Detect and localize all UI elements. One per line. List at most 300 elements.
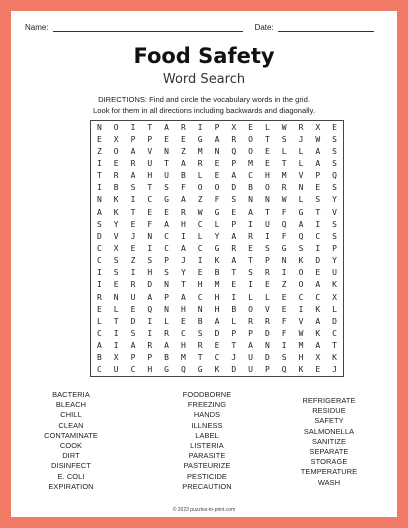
- grid-letter[interactable]: R: [264, 268, 270, 278]
- grid-letter[interactable]: T: [315, 207, 321, 217]
- grid-letter[interactable]: N: [298, 183, 304, 193]
- grid-letter[interactable]: T: [264, 134, 270, 144]
- grid-letter[interactable]: P: [147, 353, 153, 363]
- grid-letter[interactable]: I: [130, 195, 136, 205]
- grid-letter[interactable]: O: [248, 146, 253, 156]
- grid-letter[interactable]: G: [214, 243, 220, 253]
- grid-letter[interactable]: S: [281, 134, 287, 144]
- grid-letter[interactable]: X: [231, 122, 237, 132]
- grid-letter[interactable]: D: [130, 316, 136, 326]
- grid-letter[interactable]: S: [164, 268, 169, 278]
- grid-letter[interactable]: E: [281, 304, 287, 314]
- grid-letter[interactable]: Q: [281, 365, 287, 375]
- grid-letter[interactable]: R: [130, 158, 136, 168]
- grid-letter[interactable]: R: [231, 243, 237, 253]
- grid-letter[interactable]: O: [248, 304, 253, 314]
- grid-letter[interactable]: J: [180, 256, 186, 266]
- grid-letter[interactable]: I: [298, 304, 304, 314]
- grid-letter[interactable]: S: [130, 328, 136, 338]
- grid-letter[interactable]: K: [214, 256, 220, 266]
- grid-letter[interactable]: J: [332, 365, 337, 375]
- grid-letter[interactable]: N: [164, 280, 169, 290]
- grid-letter[interactable]: S: [332, 231, 337, 241]
- grid-letter[interactable]: C: [180, 328, 186, 338]
- grid-letter[interactable]: V: [113, 231, 119, 241]
- grid-letter[interactable]: S: [96, 219, 102, 229]
- grid-letter[interactable]: Z: [130, 256, 136, 266]
- grid-letter[interactable]: Y: [113, 219, 119, 229]
- grid-letter[interactable]: I: [113, 328, 119, 338]
- grid-letter[interactable]: U: [332, 268, 337, 278]
- grid-letter[interactable]: O: [214, 183, 220, 193]
- grid-letter[interactable]: V: [264, 304, 270, 314]
- grid-letter[interactable]: N: [264, 195, 270, 205]
- grid-letter[interactable]: O: [298, 268, 304, 278]
- grid-letter[interactable]: W: [298, 328, 304, 338]
- grid-letter[interactable]: Y: [332, 256, 337, 266]
- grid-letter[interactable]: U: [248, 353, 253, 363]
- grid-letter[interactable]: E: [164, 134, 169, 144]
- grid-letter[interactable]: P: [214, 122, 220, 132]
- grid-letter[interactable]: Q: [298, 231, 304, 241]
- grid-letter[interactable]: C: [96, 243, 102, 253]
- grid-letter[interactable]: I: [281, 341, 287, 351]
- grid-letter[interactable]: E: [96, 134, 102, 144]
- grid-letter[interactable]: A: [164, 122, 169, 132]
- grid-letter[interactable]: K: [315, 328, 321, 338]
- grid-letter[interactable]: G: [164, 195, 169, 205]
- grid-letter[interactable]: Z: [197, 195, 203, 205]
- grid-letter[interactable]: S: [332, 219, 337, 229]
- grid-letter[interactable]: M: [298, 341, 304, 351]
- grid-letter[interactable]: C: [248, 171, 253, 181]
- grid-letter[interactable]: X: [315, 353, 321, 363]
- grid-letter[interactable]: O: [298, 280, 304, 290]
- grid-letter[interactable]: H: [214, 292, 220, 302]
- grid-letter[interactable]: S: [332, 134, 337, 144]
- grid-letter[interactable]: I: [96, 158, 102, 168]
- grid-letter[interactable]: T: [197, 353, 203, 363]
- grid-letter[interactable]: O: [113, 146, 119, 156]
- grid-letter[interactable]: A: [231, 171, 237, 181]
- grid-letter[interactable]: W: [197, 207, 203, 217]
- grid-letter[interactable]: S: [332, 146, 337, 156]
- grid-letter[interactable]: A: [130, 341, 136, 351]
- grid-letter[interactable]: I: [147, 316, 153, 326]
- grid-letter[interactable]: R: [180, 122, 186, 132]
- grid-letter[interactable]: D: [231, 183, 237, 193]
- grid-letter[interactable]: V: [332, 207, 337, 217]
- grid-letter[interactable]: T: [231, 268, 237, 278]
- grid-letter[interactable]: S: [130, 183, 136, 193]
- grid-letter[interactable]: A: [96, 341, 102, 351]
- grid-letter[interactable]: Z: [96, 146, 102, 156]
- grid-letter[interactable]: K: [113, 207, 119, 217]
- grid-letter[interactable]: C: [147, 195, 153, 205]
- grid-letter[interactable]: P: [130, 134, 136, 144]
- grid-letter[interactable]: N: [96, 195, 102, 205]
- grid-letter[interactable]: C: [315, 292, 321, 302]
- grid-letter[interactable]: Q: [231, 146, 237, 156]
- grid-letter[interactable]: J: [130, 231, 136, 241]
- grid-letter[interactable]: F: [147, 219, 153, 229]
- grid-letter[interactable]: A: [130, 146, 136, 156]
- grid-letter[interactable]: E: [315, 365, 321, 375]
- grid-letter[interactable]: S: [298, 243, 304, 253]
- grid-letter[interactable]: R: [130, 280, 136, 290]
- grid-letter[interactable]: A: [180, 292, 186, 302]
- grid-letter[interactable]: R: [147, 341, 153, 351]
- grid-letter[interactable]: B: [231, 304, 237, 314]
- grid-letter[interactable]: E: [281, 292, 287, 302]
- grid-letter[interactable]: X: [113, 353, 119, 363]
- grid-letter[interactable]: N: [147, 231, 153, 241]
- grid-letter[interactable]: T: [130, 207, 136, 217]
- grid-letter[interactable]: L: [298, 146, 304, 156]
- grid-letter[interactable]: P: [130, 353, 136, 363]
- grid-letter[interactable]: P: [264, 256, 270, 266]
- grid-letter[interactable]: C: [332, 328, 337, 338]
- grid-letter[interactable]: L: [113, 304, 119, 314]
- grid-letter[interactable]: N: [96, 122, 102, 132]
- grid-letter[interactable]: R: [248, 316, 253, 326]
- grid-letter[interactable]: E: [96, 304, 102, 314]
- grid-letter[interactable]: E: [264, 280, 270, 290]
- grid-letter[interactable]: E: [214, 171, 220, 181]
- grid-letter[interactable]: O: [197, 183, 203, 193]
- grid-letter[interactable]: D: [264, 328, 270, 338]
- grid-letter[interactable]: T: [332, 341, 337, 351]
- grid-letter[interactable]: U: [113, 365, 119, 375]
- grid-letter[interactable]: U: [264, 219, 270, 229]
- grid-letter[interactable]: E: [113, 280, 119, 290]
- grid-letter[interactable]: S: [281, 353, 287, 363]
- grid-letter[interactable]: S: [164, 183, 169, 193]
- grid-letter[interactable]: W: [315, 134, 321, 144]
- grid-letter[interactable]: F: [180, 183, 186, 193]
- grid-letter[interactable]: E: [231, 280, 237, 290]
- grid-letter[interactable]: M: [214, 280, 220, 290]
- grid-letter[interactable]: R: [197, 341, 203, 351]
- grid-letter[interactable]: E: [332, 122, 337, 132]
- grid-letter[interactable]: I: [147, 243, 153, 253]
- grid-letter[interactable]: Q: [281, 219, 287, 229]
- grid-letter[interactable]: S: [332, 183, 337, 193]
- grid-letter[interactable]: H: [264, 171, 270, 181]
- grid-letter[interactable]: P: [147, 134, 153, 144]
- grid-letter[interactable]: M: [248, 158, 253, 168]
- grid-letter[interactable]: V: [147, 146, 153, 156]
- grid-letter[interactable]: P: [164, 292, 169, 302]
- date-field[interactable]: [278, 22, 374, 32]
- grid-letter[interactable]: C: [315, 231, 321, 241]
- grid-letter[interactable]: G: [281, 243, 287, 253]
- grid-letter[interactable]: B: [113, 183, 119, 193]
- grid-letter[interactable]: E: [315, 183, 321, 193]
- grid-letter[interactable]: M: [197, 146, 203, 156]
- grid-letter[interactable]: T: [248, 256, 253, 266]
- grid-letter[interactable]: H: [147, 268, 153, 278]
- grid-letter[interactable]: A: [180, 158, 186, 168]
- grid-letter[interactable]: R: [197, 158, 203, 168]
- grid-letter[interactable]: H: [180, 304, 186, 314]
- grid-letter[interactable]: O: [113, 122, 119, 132]
- grid-letter[interactable]: I: [315, 243, 321, 253]
- grid-letter[interactable]: I: [231, 292, 237, 302]
- grid-letter[interactable]: A: [231, 256, 237, 266]
- grid-letter[interactable]: T: [96, 171, 102, 181]
- grid-letter[interactable]: G: [164, 365, 169, 375]
- grid-letter[interactable]: B: [180, 171, 186, 181]
- grid-letter[interactable]: Z: [180, 146, 186, 156]
- grid-letter[interactable]: C: [197, 219, 203, 229]
- grid-letter[interactable]: A: [315, 280, 321, 290]
- grid-letter[interactable]: K: [315, 304, 321, 314]
- grid-letter[interactable]: N: [164, 304, 169, 314]
- grid-letter[interactable]: F: [214, 195, 220, 205]
- grid-letter[interactable]: K: [214, 365, 220, 375]
- grid-letter[interactable]: L: [332, 304, 337, 314]
- grid-letter[interactable]: R: [298, 122, 304, 132]
- grid-letter[interactable]: E: [264, 158, 270, 168]
- grid-letter[interactable]: K: [298, 256, 304, 266]
- grid-letter[interactable]: V: [298, 171, 304, 181]
- grid-letter[interactable]: B: [214, 268, 220, 278]
- grid-letter[interactable]: S: [231, 195, 237, 205]
- grid-letter[interactable]: C: [214, 353, 220, 363]
- grid-letter[interactable]: S: [264, 243, 270, 253]
- grid-letter[interactable]: E: [264, 146, 270, 156]
- grid-letter[interactable]: E: [231, 207, 237, 217]
- grid-letter[interactable]: D: [231, 365, 237, 375]
- grid-letter[interactable]: L: [96, 316, 102, 326]
- grid-letter[interactable]: B: [164, 353, 169, 363]
- grid-letter[interactable]: M: [281, 171, 287, 181]
- grid-letter[interactable]: E: [130, 304, 136, 314]
- grid-letter[interactable]: N: [248, 195, 253, 205]
- grid-letter[interactable]: R: [164, 328, 169, 338]
- grid-letter[interactable]: A: [180, 195, 186, 205]
- grid-letter[interactable]: D: [315, 256, 321, 266]
- grid-letter[interactable]: C: [197, 243, 203, 253]
- grid-letter[interactable]: E: [248, 243, 253, 253]
- grid-letter[interactable]: K: [113, 195, 119, 205]
- grid-letter[interactable]: Y: [214, 231, 220, 241]
- grid-letter[interactable]: A: [164, 219, 169, 229]
- grid-letter[interactable]: E: [113, 158, 119, 168]
- grid-letter[interactable]: U: [147, 158, 153, 168]
- grid-letter[interactable]: H: [147, 365, 153, 375]
- grid-letter[interactable]: A: [164, 341, 169, 351]
- grid-letter[interactable]: Y: [180, 268, 186, 278]
- grid-letter[interactable]: A: [248, 207, 253, 217]
- grid-letter[interactable]: N: [281, 256, 287, 266]
- grid-letter[interactable]: X: [113, 134, 119, 144]
- grid-letter[interactable]: K: [332, 353, 337, 363]
- grid-letter[interactable]: X: [113, 243, 119, 253]
- grid-letter[interactable]: T: [164, 158, 169, 168]
- grid-letter[interactable]: P: [231, 219, 237, 229]
- grid-letter[interactable]: G: [214, 207, 220, 217]
- grid-letter[interactable]: N: [113, 292, 119, 302]
- grid-letter[interactable]: G: [298, 207, 304, 217]
- grid-letter[interactable]: P: [231, 328, 237, 338]
- grid-letter[interactable]: E: [180, 134, 186, 144]
- grid-letter[interactable]: U: [130, 292, 136, 302]
- grid-letter[interactable]: I: [248, 280, 253, 290]
- grid-letter[interactable]: N: [164, 146, 169, 156]
- grid-letter[interactable]: E: [147, 207, 153, 217]
- grid-letter[interactable]: A: [231, 231, 237, 241]
- grid-letter[interactable]: I: [264, 231, 270, 241]
- grid-letter[interactable]: C: [164, 243, 169, 253]
- grid-letter[interactable]: A: [248, 341, 253, 351]
- grid-letter[interactable]: T: [281, 158, 287, 168]
- grid-letter[interactable]: E: [214, 341, 220, 351]
- grid-letter[interactable]: S: [248, 268, 253, 278]
- grid-letter[interactable]: I: [96, 280, 102, 290]
- grid-letter[interactable]: R: [180, 207, 186, 217]
- grid-letter[interactable]: R: [113, 171, 119, 181]
- grid-letter[interactable]: E: [248, 122, 253, 132]
- grid-letter[interactable]: L: [298, 158, 304, 168]
- grid-letter[interactable]: L: [248, 292, 253, 302]
- grid-letter[interactable]: I: [315, 219, 321, 229]
- grid-letter[interactable]: A: [214, 134, 220, 144]
- grid-letter[interactable]: E: [130, 243, 136, 253]
- grid-letter[interactable]: A: [214, 316, 220, 326]
- grid-letter[interactable]: A: [180, 243, 186, 253]
- grid-letter[interactable]: E: [164, 207, 169, 217]
- grid-letter[interactable]: A: [130, 171, 136, 181]
- grid-letter[interactable]: A: [147, 292, 153, 302]
- grid-letter[interactable]: I: [130, 122, 136, 132]
- grid-letter[interactable]: L: [264, 292, 270, 302]
- grid-letter[interactable]: D: [147, 280, 153, 290]
- grid-letter[interactable]: L: [231, 316, 237, 326]
- grid-letter[interactable]: C: [96, 328, 102, 338]
- grid-letter[interactable]: A: [315, 316, 321, 326]
- grid-letter[interactable]: C: [96, 365, 102, 375]
- grid-letter[interactable]: X: [332, 292, 337, 302]
- grid-letter[interactable]: P: [264, 365, 270, 375]
- grid-letter[interactable]: C: [197, 292, 203, 302]
- grid-letter[interactable]: E: [180, 316, 186, 326]
- grid-letter[interactable]: Y: [332, 195, 337, 205]
- grid-letter[interactable]: K: [298, 365, 304, 375]
- grid-letter[interactable]: A: [315, 158, 321, 168]
- grid-letter[interactable]: M: [180, 353, 186, 363]
- grid-letter[interactable]: R: [281, 183, 287, 193]
- grid-letter[interactable]: R: [248, 231, 253, 241]
- grid-letter[interactable]: U: [164, 171, 169, 181]
- grid-letter[interactable]: A: [315, 146, 321, 156]
- grid-letter[interactable]: B: [197, 316, 203, 326]
- grid-letter[interactable]: P: [231, 158, 237, 168]
- grid-letter[interactable]: F: [281, 231, 287, 241]
- grid-letter[interactable]: R: [231, 134, 237, 144]
- grid-letter[interactable]: T: [231, 341, 237, 351]
- grid-letter[interactable]: C: [96, 256, 102, 266]
- grid-letter[interactable]: T: [113, 316, 119, 326]
- grid-letter[interactable]: N: [264, 341, 270, 351]
- grid-letter[interactable]: B: [248, 183, 253, 193]
- grid-letter[interactable]: R: [264, 316, 270, 326]
- grid-letter[interactable]: D: [264, 353, 270, 363]
- grid-letter[interactable]: T: [264, 207, 270, 217]
- grid-letter[interactable]: Q: [180, 365, 186, 375]
- grid-letter[interactable]: W: [281, 122, 287, 132]
- grid-letter[interactable]: Q: [332, 171, 337, 181]
- name-field[interactable]: [53, 22, 243, 32]
- grid-letter[interactable]: C: [164, 231, 169, 241]
- grid-letter[interactable]: I: [113, 341, 119, 351]
- grid-letter[interactable]: J: [298, 134, 304, 144]
- grid-letter[interactable]: I: [197, 256, 203, 266]
- grid-letter[interactable]: E: [315, 268, 321, 278]
- grid-letter[interactable]: S: [113, 268, 119, 278]
- grid-letter[interactable]: K: [332, 280, 337, 290]
- grid-letter[interactable]: A: [298, 219, 304, 229]
- grid-letter[interactable]: L: [264, 122, 270, 132]
- grid-letter[interactable]: X: [315, 122, 321, 132]
- grid-letter[interactable]: A: [96, 207, 102, 217]
- grid-letter[interactable]: O: [264, 183, 270, 193]
- grid-letter[interactable]: E: [130, 219, 136, 229]
- grid-letter[interactable]: Z: [281, 280, 287, 290]
- grid-letter[interactable]: T: [180, 280, 186, 290]
- grid-letter[interactable]: S: [197, 328, 203, 338]
- grid-letter[interactable]: F: [281, 316, 287, 326]
- grid-letter[interactable]: H: [197, 280, 203, 290]
- grid-letter[interactable]: S: [315, 195, 321, 205]
- grid-letter[interactable]: H: [180, 341, 186, 351]
- grid-letter[interactable]: L: [197, 171, 203, 181]
- grid-letter[interactable]: J: [231, 353, 237, 363]
- grid-letter[interactable]: D: [96, 231, 102, 241]
- grid-letter[interactable]: L: [298, 195, 304, 205]
- grid-letter[interactable]: N: [197, 304, 203, 314]
- grid-letter[interactable]: I: [96, 183, 102, 193]
- grid-letter[interactable]: L: [281, 146, 287, 156]
- grid-letter[interactable]: S: [332, 158, 337, 168]
- grid-letter[interactable]: C: [130, 365, 136, 375]
- grid-letter[interactable]: H: [214, 304, 220, 314]
- grid-letter[interactable]: W: [281, 195, 287, 205]
- grid-letter[interactable]: D: [214, 328, 220, 338]
- grid-letter[interactable]: Q: [147, 304, 153, 314]
- grid-letter[interactable]: H: [298, 353, 304, 363]
- grid-letter[interactable]: S: [147, 256, 153, 266]
- grid-letter[interactable]: I: [180, 231, 186, 241]
- grid-letter[interactable]: T: [147, 183, 153, 193]
- grid-letter[interactable]: P: [248, 328, 253, 338]
- grid-letter[interactable]: P: [164, 256, 169, 266]
- grid-letter[interactable]: N: [214, 146, 220, 156]
- grid-letter[interactable]: H: [147, 171, 153, 181]
- grid-letter[interactable]: A: [315, 341, 321, 351]
- grid-letter[interactable]: I: [96, 268, 102, 278]
- grid-letter[interactable]: F: [281, 328, 287, 338]
- grid-letter[interactable]: I: [147, 328, 153, 338]
- grid-letter[interactable]: U: [248, 365, 253, 375]
- grid-letter[interactable]: V: [298, 316, 304, 326]
- grid-letter[interactable]: I: [130, 268, 136, 278]
- grid-letter[interactable]: G: [197, 365, 203, 375]
- grid-letter[interactable]: E: [214, 158, 220, 168]
- grid-letter[interactable]: S: [113, 256, 119, 266]
- grid-letter[interactable]: O: [248, 134, 253, 144]
